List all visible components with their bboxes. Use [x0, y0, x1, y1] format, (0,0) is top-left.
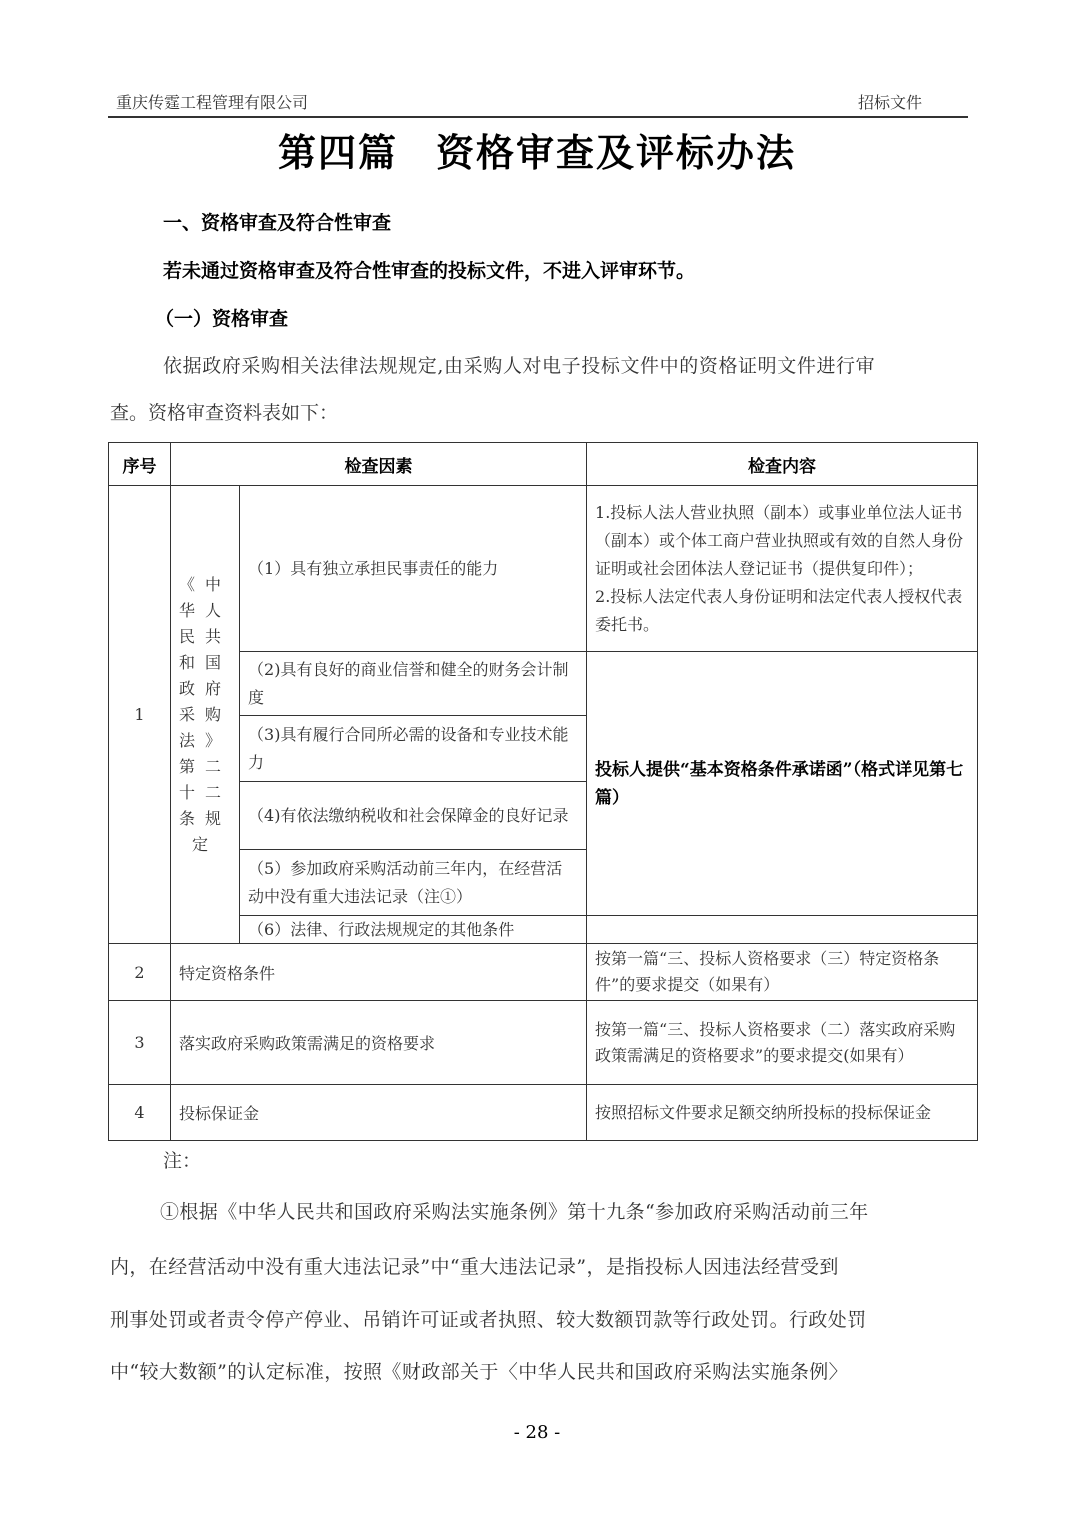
header-factor: 检查因素 [171, 443, 587, 486]
factor-item: （3)具有履行合同所必需的设备和专业技术能力 [240, 716, 587, 782]
factor-item: （1）具有独立承担民事责任的能力 [240, 486, 587, 652]
sub-heading: （一）资格审查 [155, 308, 289, 330]
content-cell: 按照招标文件要求足额交纳所投标的投标保证金 [587, 1085, 978, 1141]
law-reference: 《中华人民共和国政府采购法》第二十二条规定 [171, 486, 240, 944]
page-title [0, 122, 1074, 177]
content-cell-empty [587, 916, 978, 944]
table-row [109, 1085, 978, 1141]
part-name: 资格审查及评标办法 [436, 130, 797, 175]
row-seq: 2 [109, 944, 171, 1001]
row-seq: 4 [109, 1085, 171, 1141]
factor-item: 特定资格条件 [171, 944, 587, 1001]
content-cell [587, 486, 978, 652]
document-type: 招标文件 [857, 93, 922, 112]
factor-item: （4)有依法缴纳税收和社会保障金的良好记录 [240, 782, 587, 850]
page-header [108, 88, 968, 118]
part-number: 第四篇 [277, 130, 398, 175]
row-seq: 3 [109, 1001, 171, 1085]
table-row [109, 916, 978, 944]
content-cell: 按第一篇“三、投标人资格要求（二）落实政府采购政策需满足的资格要求”的要求提交(如果有） [587, 1001, 978, 1085]
note-line: 刑事处罚或者责令停产停业、吊销许可证或者执照、较大数额罚款等行政处罚。行政处罚 [110, 1309, 867, 1331]
table-row [109, 486, 978, 652]
section-note: 若未通过资格审查及符合性审查的投标文件，不进入评审环节。 [163, 260, 696, 282]
section-heading: 一、资格审查及符合性审查 [163, 212, 392, 234]
intro-paragraph-line1: 依据政府采购相关法律法规规定,由采购人对电子投标文件中的资格证明文件进行审 [163, 355, 876, 377]
table-row [109, 944, 978, 1001]
row-seq: 1 [109, 486, 171, 944]
qualification-table [108, 442, 978, 1141]
factor-item: （5）参加政府采购活动前三年内，在经营活动中没有重大违法记录（注①） [240, 850, 587, 916]
page-number: - 28 - [513, 1422, 561, 1443]
factor-item: （6）法律、行政法规规定的其他条件 [240, 916, 587, 944]
content-item: 2.投标人法定代表人身份证明和法定代表人授权代表委托书。 [595, 586, 963, 634]
header-content: 检查内容 [587, 443, 978, 486]
factor-item: 投标保证金 [171, 1085, 587, 1141]
company-name: 重庆传霆工程管理有限公司 [116, 93, 309, 112]
factor-item: （2)具有良好的商业信誉和健全的财务会计制度 [240, 652, 587, 716]
table-row [109, 1001, 978, 1085]
table-header-row [109, 443, 978, 486]
content-item: 1.投标人法人营业执照（副本）或事业单位法人证书（副本）或个体工商户营业执照或有效的自然人身份证明或社会团体法人登记证书（提供复印件）； [595, 502, 964, 578]
note-line: 中“较大数额”的认定标准，按照《财政部关于〈中华人民共和国政府采购法实施条例〉 [110, 1361, 849, 1383]
note-line: ①根据《中华人民共和国政府采购法实施条例》第十九条“参加政府采购活动前三年 [160, 1201, 869, 1223]
commitment-content: 投标人提供“基本资格条件承诺函”（格式详见第七篇） [587, 652, 978, 916]
notes-label: 注： [163, 1150, 202, 1172]
intro-paragraph-line2: 查。资格审查资料表如下： [110, 402, 339, 424]
note-line: 内，在经营活动中没有重大违法记录”中“重大违法记录”，是指投标人因违法经营受到 [110, 1256, 839, 1278]
table-row [109, 652, 978, 716]
content-cell: 按第一篇“三、投标人资格要求（三）特定资格条件”的要求提交（如果有） [587, 944, 978, 1001]
factor-item: 落实政府采购政策需满足的资格要求 [171, 1001, 587, 1085]
header-seq: 序号 [109, 443, 171, 486]
